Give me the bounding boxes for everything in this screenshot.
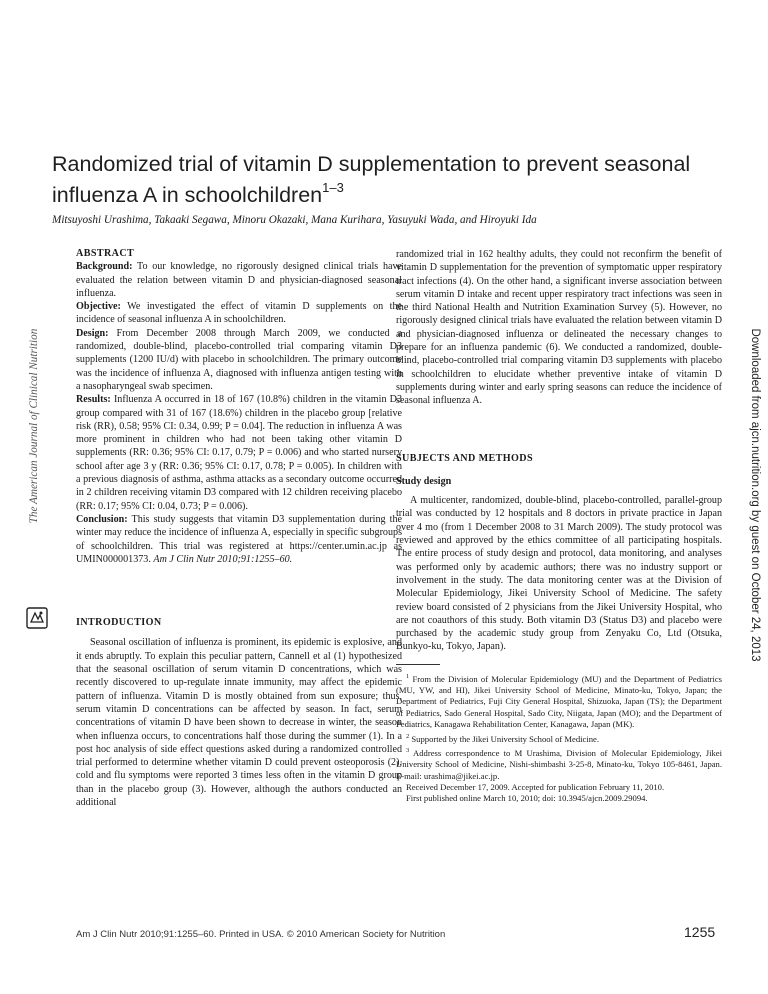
- journal-side-label: [24, 270, 44, 582]
- abstract-background: [76, 260, 402, 300]
- footnote-1-number: 1: [406, 672, 410, 680]
- results-text: Influenza A occurred in 18 of 167 (10.8%) children in the vitamin D3 group compared with 31 of 167 (18.6%) children in the placebo group [relative risk (RR), 0.58; 95% CI: 0.34, 0.99; P = 0.04]. The reduction in influenza A was more prominent in children who had not been taking other vitamin D supplements (RR: 0.36; 95% CI: 0.17, 0.79; P = 0.006) and who started nursery school after age 3 y (RR: 0.36; 95% CI: 0.17, 0.78; P = 0.005). In children with a previous diagnosis of asthma, asthma attacks as a secondary outcome occurred in 2 children receiving vitamin D3 compared with 12 children receiving placebo (RR: 0.17; 95% CI: 0.04, 0.73; P = 0.006).: [76, 394, 402, 512]
- footnote-3-text: Address correspondence to M Urashima, Division of Molecular Epidemiology, Jikei University School of Medicine, Nishi-shimbashi 3-25-8, Minato-ku, Tokyo 105-8461, Japan. E-mail: urashima@jikei.ac.jp.: [396, 747, 722, 781]
- footnote-2: [396, 731, 722, 745]
- methods-text: A multicenter, randomized, double-blind, placebo-controlled, parallel-group trial was conducted by 12 hospitals and 8 doctors in private practice in Japan over 4 mo (from 1 December 2008 to 31 March 2009). The study protocol was reviewed and approved by the ethics committee of all participating hospitals. The entire process of study design and protocol, data monitoring, and analyses was performed only by academic authors; there was no industry support or involvement in the study. The data monitoring center was at the Division of Molecular Epidemiology, Jikei University School of Medicine. The safety review board consisted of 2 physicians from the Jikei University Hospital, who are not coauthors of this study. Both vitamin D3 (Status D3) and placebo were purchased by the academic study group from Zenyaku Co, Ltd (Otsuka, Bunkyo-ku, Tokyo, Japan).: [396, 495, 722, 653]
- right-column: [396, 248, 722, 805]
- conclusion-label: Conclusion:: [76, 513, 128, 525]
- download-side-label: [745, 90, 765, 900]
- received-date: Received December 17, 2009. Accepted for publication February 11, 2010.: [406, 781, 665, 792]
- footnote-1-text: From the Division of Molecular Epidemiology (MU) and the Department of Pediatrics (MU, YW, and HI), Jikei University School of Medicine, Minato-ku, Tokyo, Japan; the Department of Pediatrics, Fuji City General Hospital, Shizuoka, Japan (TS); the Department of Pediatrics, Sado General Hospital, Sado City, Niigata, Japan (MO); and the Department of Pediatrics, Kanagawa Rehabilitation Center, Kanagawa, Japan (MK).: [396, 673, 722, 730]
- author-list: Mitsuyoshi Urashima, Takaaki Segawa, Minoru Okazaki, Mana Kurihara, Yasuyuki Wada, and Hiroyuki Ida: [52, 214, 537, 226]
- footnote-3: [396, 745, 722, 782]
- download-side-label-text: Downloaded from ajcn.nutrition.org by guest on October 24, 2013: [749, 328, 761, 662]
- introduction-continued: randomized trial in 162 healthy adults, they could not reconfirm the benefit of vitamin D supplementation for the prevention of symptomatic upper respiratory tract infections (4). On the other hand, a significant inverse association between serum vitamin D intake and recent upper respiratory tract infections was seen in the third National Health and Nutrition Examination Survey (5). However, no rigorously designed clinical trials have evaluated the relation between vitamin D and physician-diagnosed influenza or delineated the necessary changes to prepare for an influenza pandemic (6). We conducted a randomized, double-blind, placebo-controlled trial comparing vitamin D3 supplements with placebo in schoolchildren to elucidate whether preventive intake of vitamin D supplements during winter and early spring seasons can reduce the incidence of seasonal influenza A.: [396, 249, 722, 407]
- abstract-results: [76, 393, 402, 513]
- published-date: First published online March 10, 2010; doi: 10.3945/ajcn.2009.29094.: [406, 793, 648, 804]
- abstract-design: [76, 327, 402, 393]
- study-design-subheading: Study design: [396, 475, 452, 487]
- results-label: Results:: [76, 394, 111, 406]
- title-line-1: Randomized trial of vitamin D supplementation to prevent seasonal: [52, 152, 691, 176]
- title-line-2: influenza A in schoolchildren: [52, 183, 323, 208]
- journal-side-label-text: The American Journal of Clinical Nutrition: [28, 328, 40, 524]
- footnote-divider: [396, 664, 440, 665]
- background-text: To our knowledge, no rigorously designed clinical trials have evaluated the relation between vitamin D and physician-diagnosed seasonal influenza.: [76, 261, 402, 299]
- abstract-heading: ABSTRACT: [76, 248, 135, 259]
- abstract-citation: Am J Clin Nutr 2010;91:1255–60.: [153, 553, 293, 565]
- methods-heading: SUBJECTS AND METHODS: [396, 452, 534, 464]
- objective-text: We investigated the effect of vitamin D supplements on the incidence of seasonal influenza A in schoolchildren.: [76, 301, 402, 326]
- objective-label: Objective:: [76, 301, 121, 313]
- background-label: Background:: [76, 261, 133, 273]
- introduction-text: Seasonal oscillation of influenza is prominent, its epidemic is explosive, and it ends abruptly. To explain this peculiar pattern, Cannell et al (1) hypothesized that the seasonal oscillation of serum vitamin D concentrations, which was recently discovered to up-regulate innate immunity, may affect the epidemic pattern of influenza. Vitamin D is mostly obtained from sun exposure; thus, serum vitamin D concentrations can be affected by season. In fact, serum concentrations of vitamin D have been shown to decrease in winter, the season when influenza occurs, to concentrations half those during the summer (1). In a post hoc analysis of side effect questions asked during a randomized controlled trial performed to determine whether vitamin D could prevent osteoporosis (2), cold and flu symptoms were reported 3 times less often in the vitamin D group than in the placebo group (3). However, although the authors conducted an additional: [76, 637, 402, 808]
- footnote-2-number: 2: [406, 732, 410, 740]
- footnote-1: [396, 671, 722, 731]
- introduction-heading: INTRODUCTION: [76, 617, 162, 629]
- journal-seal-icon: [26, 607, 48, 629]
- left-column: [76, 247, 402, 809]
- design-label: Design:: [76, 327, 109, 339]
- design-text: From December 2008 through March 2009, we conducted a randomized, double-blind, placebo-controlled trial comparing vitamin D3 supplements (1200 IU/d) with placebo in schoolchildren. The primary outcome was the incidence of influenza A, diagnosed with influenza antigen testing with a nasopharyngeal swab specimen.: [76, 327, 402, 392]
- footnote-2-text: Supported by the Jikei University School of Medicine.: [411, 733, 600, 744]
- title-footnote-marks: 1–3: [322, 180, 344, 195]
- footnote-3-number: 3: [406, 746, 410, 754]
- page-footer: Am J Clin Nutr 2010;91:1255–60. Printed in USA. © 2010 American Society for Nutrition: [76, 929, 446, 940]
- article-title: [52, 152, 712, 208]
- conclusion-text: This study suggests that vitamin D3 supplementation during the winter may reduce the incidence of influenza A, especially in specific subgroups of schoolchildren. This trial was registered at https://center.umin.ac.jp as UMIN000001373.: [76, 513, 403, 565]
- page-number: 1255: [684, 924, 716, 940]
- abstract-objective: [76, 300, 402, 327]
- abstract-conclusion: [76, 513, 402, 566]
